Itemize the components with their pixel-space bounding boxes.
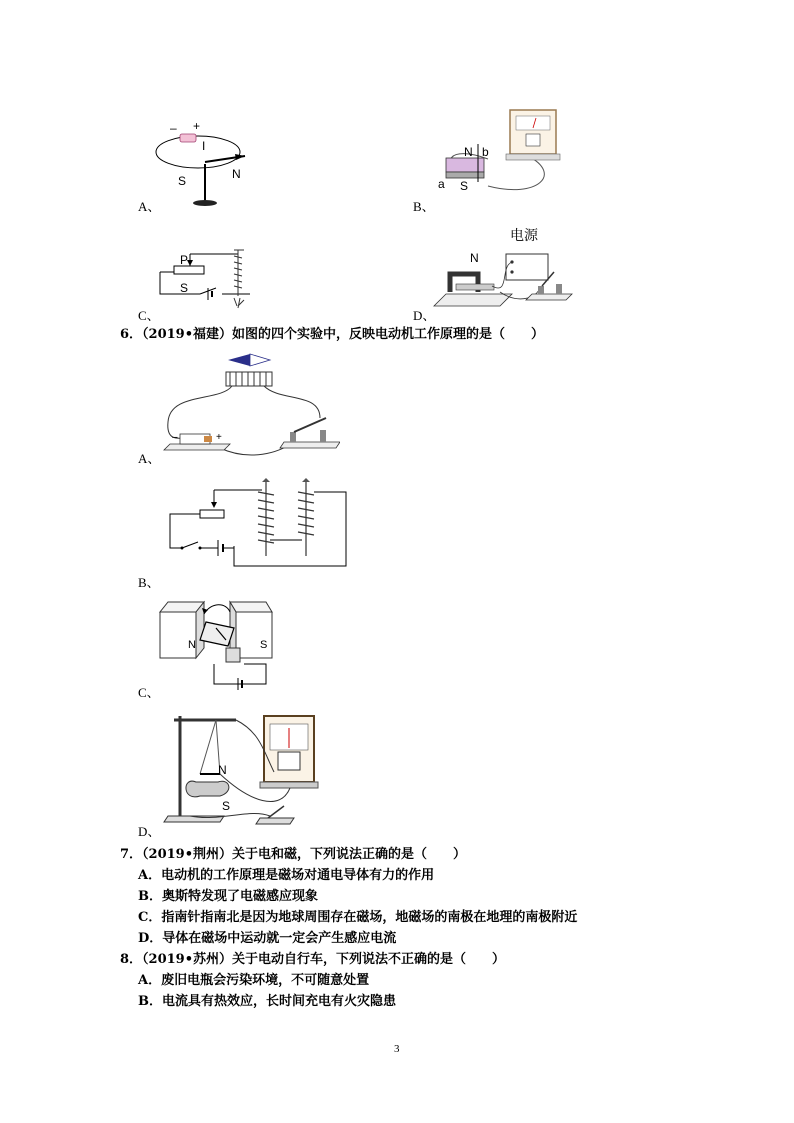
svg-text:S: S bbox=[222, 799, 231, 813]
galvanometer-induction-diagram bbox=[160, 712, 330, 832]
coil-battery-switch-diagram bbox=[160, 352, 340, 458]
svg-text:P: P bbox=[180, 253, 189, 267]
svg-text:S: S bbox=[460, 179, 469, 193]
svg-text:N: N bbox=[464, 145, 473, 159]
svg-text:–: – bbox=[172, 432, 178, 443]
question-7-stem bbox=[120, 847, 466, 863]
q7-choice-d: D．导体在磁场中运动就一定会产生感应电流 bbox=[138, 931, 397, 946]
q6-option-c-label: C、 bbox=[138, 685, 160, 700]
svg-text:S: S bbox=[260, 639, 268, 651]
svg-text:N: N bbox=[470, 251, 479, 265]
question-number: 7． bbox=[120, 847, 143, 862]
q7-choice-b: B．奥斯特发现了电磁感应现象 bbox=[138, 889, 318, 904]
q6-figure-d bbox=[160, 712, 330, 832]
question-text: 关于电动自行车，下列说法不正确的是（ ） bbox=[232, 952, 506, 967]
q6-option-a-label: A、 bbox=[138, 451, 161, 466]
svg-text:S: S bbox=[180, 281, 189, 295]
q6-figure-a bbox=[160, 352, 340, 458]
q6-figure-b bbox=[166, 478, 352, 570]
question-number: 6． bbox=[120, 327, 143, 342]
q5-option-c-label: C、 bbox=[138, 308, 160, 323]
q7-choice-c: C．指南针指南北是因为地球周围存在磁场，地磁场的南极在地理的南极附近 bbox=[138, 910, 578, 925]
power-supply-icon bbox=[506, 254, 548, 280]
svg-text:N: N bbox=[188, 639, 196, 651]
question-text: 如图的四个实验中，反映电动机工作原理的是（ ） bbox=[232, 327, 545, 342]
svg-text:+: + bbox=[216, 432, 222, 443]
q6-option-d-label: D、 bbox=[138, 824, 161, 839]
svg-text:N: N bbox=[232, 167, 241, 181]
question-8-stem bbox=[120, 952, 505, 968]
q6-figure-c bbox=[156, 598, 276, 690]
q8-choice-b: B．电流具有热效应，长时间充电有火灾隐患 bbox=[138, 994, 396, 1009]
q6-option-b-label: B、 bbox=[138, 575, 160, 590]
q8-choice-a: A．废旧电瓶会污染环境，不可随意处置 bbox=[138, 973, 370, 988]
svg-text:a: a bbox=[438, 177, 445, 191]
svg-text:–: – bbox=[170, 121, 177, 135]
q7-choice-a: A．电动机的工作原理是磁场对通电导体有力的作用 bbox=[138, 868, 435, 883]
q5-option-d-label: D、 bbox=[413, 308, 436, 323]
q5-option-a-label: A、 bbox=[138, 199, 161, 214]
battery-icon bbox=[180, 134, 196, 142]
svg-text:+: + bbox=[193, 119, 201, 133]
q5-figure-c bbox=[150, 244, 270, 316]
q5-figure-d bbox=[430, 226, 580, 316]
q5-figure-a bbox=[150, 112, 260, 212]
question-source: （2019•苏州） bbox=[142, 952, 233, 967]
motor-coil-magnet-diagram bbox=[156, 598, 276, 690]
svg-text:I: I bbox=[202, 139, 206, 153]
svg-text:b: b bbox=[482, 145, 489, 159]
q5-option-b-label: B、 bbox=[413, 199, 435, 214]
magnet-ammeter-diagram bbox=[428, 104, 568, 204]
two-electromagnets-diagram bbox=[166, 478, 352, 570]
motor-power-diagram bbox=[430, 226, 580, 316]
svg-text:电源: 电源 bbox=[510, 227, 538, 243]
question-6-stem bbox=[120, 327, 544, 343]
page-number: 3 bbox=[394, 1043, 400, 1055]
question-number: 8． bbox=[120, 952, 143, 967]
svg-text:S: S bbox=[178, 174, 187, 188]
electromagnet-circuit-diagram bbox=[150, 244, 270, 316]
question-source: （2019•荆州） bbox=[142, 847, 233, 862]
question-source: （2019•福建） bbox=[142, 327, 233, 342]
question-text: 关于电和磁，下列说法正确的是（ ） bbox=[232, 847, 467, 862]
svg-text:N: N bbox=[218, 763, 227, 777]
q5-figure-b bbox=[428, 104, 568, 204]
compass-current-diagram bbox=[150, 112, 260, 212]
